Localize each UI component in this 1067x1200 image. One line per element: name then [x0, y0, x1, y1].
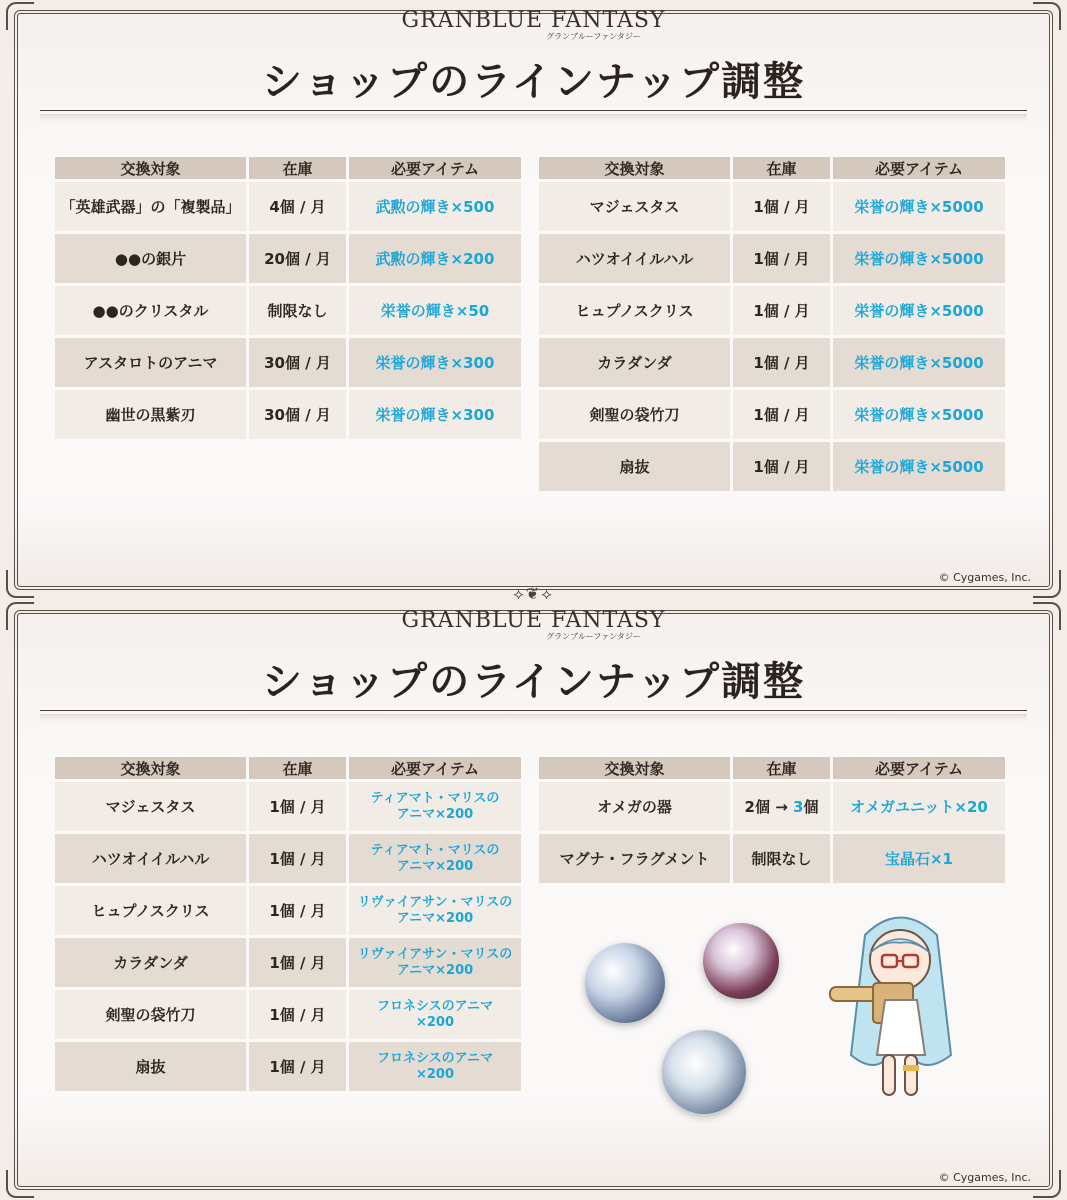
item-cell: ヒュプノスクリス [55, 886, 246, 935]
shop-table-left [52, 154, 524, 442]
logo-subtext: グランブルーファンタジー [546, 632, 641, 641]
stock-unit: 個 [803, 798, 819, 816]
stock-cell [733, 782, 830, 831]
ornament-icon: ⟡❦⟡ [513, 584, 554, 603]
table-row [539, 390, 1005, 439]
stock-cell: 20個 / 月 [249, 234, 346, 283]
table-row [55, 938, 521, 987]
cost-cell [349, 938, 521, 987]
table-row [539, 338, 1005, 387]
table-row [539, 442, 1005, 491]
chibi-character-image [825, 905, 975, 1115]
item-cell: 剣聖の袋竹刀 [539, 390, 730, 439]
header-stock: 在庫 [249, 757, 346, 779]
cost-line: ティアマト・マリスの [370, 842, 500, 858]
frame-corner [1033, 570, 1061, 598]
cost-line: フロネシスのアニマ [377, 1050, 493, 1066]
cost-line: ティアマト・マリスの [370, 790, 500, 806]
table-row [539, 782, 1005, 831]
header-stock: 在庫 [249, 157, 346, 179]
item-cell: 扇抜 [539, 442, 730, 491]
shop-table-left [52, 754, 524, 1094]
cost-cell [349, 990, 521, 1039]
cost-line: アニマ×200 [396, 910, 474, 926]
table-row [539, 234, 1005, 283]
item-cell: カラダンダ [55, 938, 246, 987]
cost-cell: 栄誉の輝き×5000 [833, 390, 1005, 439]
cost-line: アニマ×200 [396, 962, 474, 978]
copyright: © Cygames, Inc. [938, 1171, 1031, 1184]
shop-panel-2 [0, 600, 1067, 1200]
cost-cell: オメガユニット×20 [833, 782, 1005, 831]
stock-cell: 1個 / 月 [733, 390, 830, 439]
table-row [55, 1042, 521, 1091]
stock-cell: 1個 / 月 [249, 782, 346, 831]
table-row [55, 234, 521, 283]
header-item: 交換対象 [539, 157, 730, 179]
item-cell: マジェスタス [539, 182, 730, 231]
item-cell: ●●の銀片 [55, 234, 246, 283]
item-cell: ●●のクリスタル [55, 286, 246, 335]
cost-line: フロネシスのアニマ [377, 998, 493, 1014]
table-row [539, 182, 1005, 231]
title-divider-shade [40, 714, 1027, 722]
stock-cell: 1個 / 月 [249, 1042, 346, 1091]
cost-cell [349, 782, 521, 831]
cost-line: アニマ×200 [396, 806, 474, 822]
cost-cell: 栄誉の輝き×50 [349, 286, 521, 335]
cost-cell: 武勲の輝き×500 [349, 182, 521, 231]
cost-cell: 栄誉の輝き×300 [349, 338, 521, 387]
anima-orb-image [585, 943, 665, 1023]
frame-corner [6, 570, 34, 598]
table-row [55, 286, 521, 335]
cost-cell: 栄誉の輝き×5000 [833, 286, 1005, 335]
page-title: ショップのラインナップ調整 [261, 59, 806, 105]
cost-line: ×200 [415, 1014, 455, 1030]
item-cell: マジェスタス [55, 782, 246, 831]
table-row [539, 286, 1005, 335]
cost-cell: 栄誉の輝き×5000 [833, 182, 1005, 231]
item-cell: ハツオイイルハル [539, 234, 730, 283]
stock-cell: 1個 / 月 [733, 442, 830, 491]
cost-line: リヴァイアサン・マリスの [357, 894, 513, 910]
item-cell: カラダンダ [539, 338, 730, 387]
stock-old: 2個 → [744, 798, 793, 816]
header-stock: 在庫 [733, 757, 830, 779]
stock-cell: 30個 / 月 [249, 390, 346, 439]
stock-new: 3 [793, 798, 804, 816]
item-cell: ヒュプノスクリス [539, 286, 730, 335]
cost-cell [349, 834, 521, 883]
anima-orb-image [703, 923, 779, 999]
table-row [55, 338, 521, 387]
cost-line: ×200 [415, 1066, 455, 1082]
item-cell: アスタロトのアニマ [55, 338, 246, 387]
logo-text: GRANBLUE FANTASY [401, 8, 666, 33]
logo-subtext: グランブルーファンタジー [546, 32, 641, 41]
stock-cell: 1個 / 月 [733, 234, 830, 283]
anima-orb-image [662, 1030, 746, 1114]
item-cell: マグナ・フラグメント [539, 834, 730, 883]
item-cell: オメガの器 [539, 782, 730, 831]
cost-cell: 栄誉の輝き×5000 [833, 442, 1005, 491]
header-cost: 必要アイテム [833, 757, 1005, 779]
shop-table-right [536, 754, 1008, 886]
header-item: 交換対象 [55, 157, 246, 179]
stock-cell: 1個 / 月 [249, 886, 346, 935]
table-row [55, 390, 521, 439]
item-cell: ハツオイイルハル [55, 834, 246, 883]
stock-cell: 1個 / 月 [249, 834, 346, 883]
header-cost: 必要アイテム [349, 757, 521, 779]
table-row [539, 834, 1005, 883]
cost-cell: 武勲の輝き×200 [349, 234, 521, 283]
stock-cell: 1個 / 月 [249, 990, 346, 1039]
stock-cell: 制限なし [249, 286, 346, 335]
page-title: ショップのラインナップ調整 [261, 659, 806, 705]
cost-cell: 栄誉の輝き×300 [349, 390, 521, 439]
stock-cell: 1個 / 月 [733, 286, 830, 335]
table-row [55, 990, 521, 1039]
cost-cell [349, 1042, 521, 1091]
game-logo [0, 2, 1067, 46]
stock-cell: 制限なし [733, 834, 830, 883]
stock-cell: 4個 / 月 [249, 182, 346, 231]
header-item: 交換対象 [539, 757, 730, 779]
header-item: 交換対象 [55, 757, 246, 779]
cost-cell: 宝晶石×1 [833, 834, 1005, 883]
stock-cell: 30個 / 月 [249, 338, 346, 387]
shop-table-right [536, 154, 1008, 494]
item-cell: 剣聖の袋竹刀 [55, 990, 246, 1039]
item-cell: 幽世の黒紫刃 [55, 390, 246, 439]
table-row [55, 886, 521, 935]
table-row [55, 782, 521, 831]
header-cost: 必要アイテム [349, 157, 521, 179]
cost-line: リヴァイアサン・マリスの [357, 946, 513, 962]
title-divider-shade [40, 114, 1027, 122]
cost-line: アニマ×200 [396, 858, 474, 874]
stock-cell: 1個 / 月 [249, 938, 346, 987]
cost-cell: 栄誉の輝き×5000 [833, 234, 1005, 283]
stock-cell: 1個 / 月 [733, 182, 830, 231]
frame-corner [1033, 1170, 1061, 1198]
cost-cell [349, 886, 521, 935]
stock-cell: 1個 / 月 [733, 338, 830, 387]
header-cost: 必要アイテム [833, 157, 1005, 179]
table-row [55, 834, 521, 883]
game-logo [0, 602, 1067, 646]
item-cell: 「英雄武器」の「複製品」 [55, 182, 246, 231]
item-cell: 扇抜 [55, 1042, 246, 1091]
cost-cell: 栄誉の輝き×5000 [833, 338, 1005, 387]
frame-corner [6, 1170, 34, 1198]
logo-text: GRANBLUE FANTASY [401, 608, 666, 633]
copyright: © Cygames, Inc. [938, 571, 1031, 584]
table-row [55, 182, 521, 231]
header-stock: 在庫 [733, 157, 830, 179]
